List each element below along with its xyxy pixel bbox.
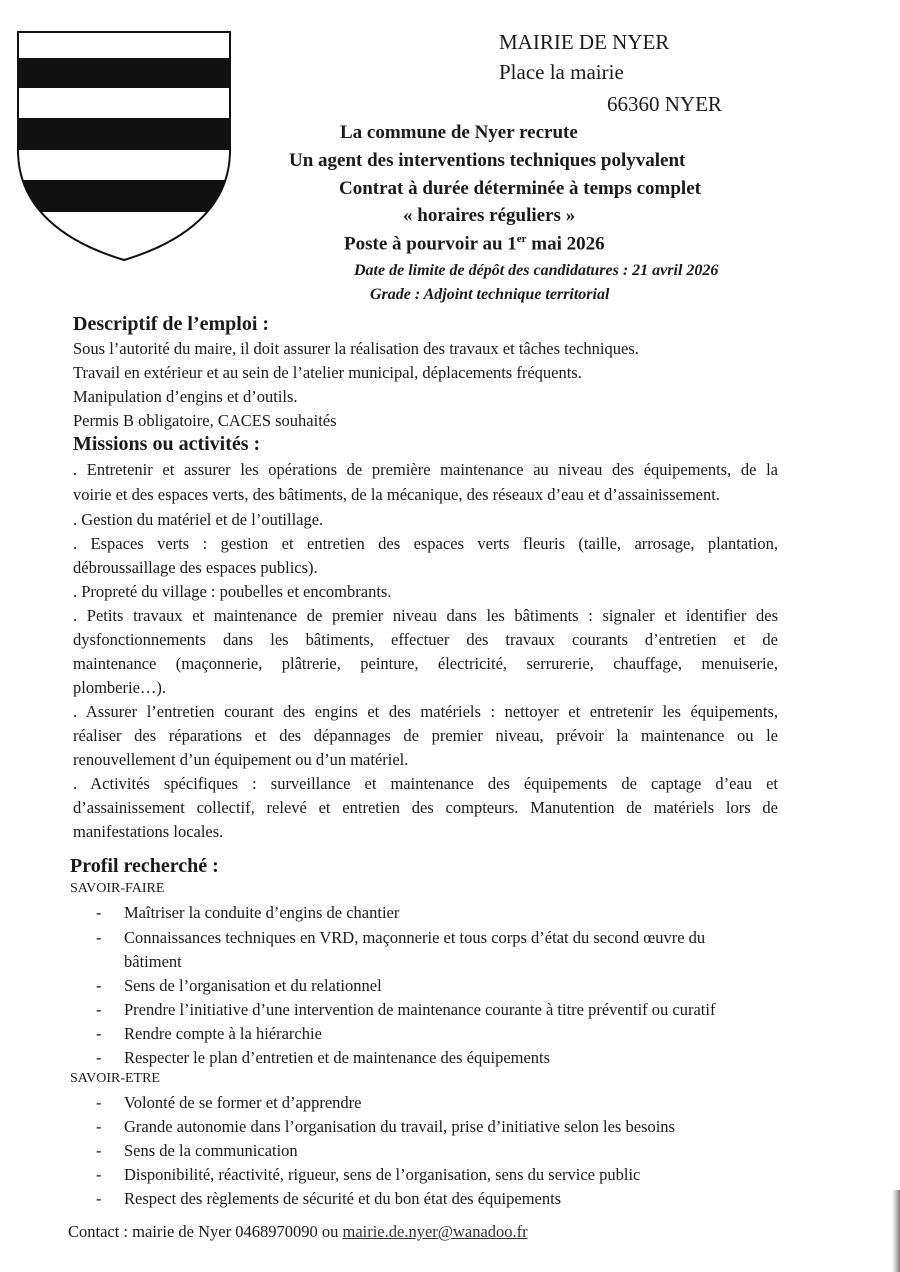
org-name: MAIRIE DE NYER [499,30,670,54]
contract-type: Contrat à durée déterminée à temps complet [339,178,701,199]
mission-line: . Entretenir et assurer les opérations de première maintenance au niveau des équipements, de la [73,460,778,479]
mission-line: . Gestion du matériel et de l’outillage. [73,510,324,529]
announcement-title: La commune de Nyer recrute [340,122,578,143]
schedule-type: « horaires réguliers » [403,205,576,226]
contact-email-link[interactable]: mairie.de.nyer@wanadoo.fr [342,1222,528,1241]
savoir-etre-label: SAVOIR-ETRE [70,1071,160,1086]
shield-stripe [14,58,234,88]
org-postal-city: 66360 NYER [607,92,722,116]
start-date: Poste à pourvoir au 1er mai 2026 [344,233,605,255]
mission-line: dysfonctionnements dans les bâtiments, effectuer des travaux courants d’entretien et de [73,630,778,649]
section-title-profil: Profil recherché : [70,855,219,877]
mission-line: réaliser des réparations et des dépannages de premier niveau, prévoir la maintenance ou le [73,726,778,745]
descriptif-line: Permis B obligatoire, CACES souhaités [73,411,337,430]
scan-edge-shadow [892,1190,900,1272]
mission-line: renouvellement d’un équipement ou d’un matériel. [73,750,409,769]
section-title-missions: Missions ou activités : [73,433,261,455]
mission-line: d’assainissement collectif, relevé et entretien des compteurs. Manutention de matériels lors de [73,798,778,817]
grade: Grade : Adjoint technique territorial [370,286,610,303]
application-deadline: Date de limite de dépôt des candidatures : 21 avril 2026 [354,262,719,279]
mission-line: . Petits travaux et maintenance de premier niveau dans les bâtiments : signaler et identifier des [73,606,778,625]
descriptif-line: Manipulation d’engins et d’outils. [73,387,298,406]
descriptif-line: Travail en extérieur et au sein de l’atelier municipal, déplacements fréquents. [73,363,582,382]
section-title-descriptif: Descriptif de l’emploi : [73,313,270,335]
mission-line: . Activités spécifiques : surveillance et maintenance des équipements de captage d’eau et [73,774,778,793]
job-title: Un agent des interventions techniques polyvalent [289,150,686,171]
descriptif-line: Sous l’autorité du maire, il doit assurer la réalisation des travaux et tâches techniques. [73,339,639,358]
mission-line: . Assurer l’entretien courant des engins et des matériels : nettoyer et entretenir les équipements, [73,702,778,721]
savoir-faire-label: SAVOIR-FAIRE [70,881,165,896]
mission-line: . Propreté du village : poubelles et encombrants. [73,582,392,601]
coat-of-arms-shield [14,30,234,262]
contact-line [68,1222,528,1242]
shield-stripe [14,180,234,212]
mission-line: débroussaillage des espaces publics). [73,558,318,577]
mission-line: voirie et des espaces verts, des bâtiments, de la mécanique, des réseaux d’eau et d’assainissement. [73,485,720,504]
org-street: Place la mairie [499,60,624,84]
list-item-continuation: bâtiment [124,952,182,971]
mission-line: maintenance (maçonnerie, plâtrerie, peinture, électricité, serrurerie, chauffage, menuiserie, [73,654,778,673]
mission-line: manifestations locales. [73,822,224,841]
mission-line: plomberie…). [73,678,167,697]
mission-line: . Espaces verts : gestion et entretien des espaces verts fleuris (taille, arrosage, plantation, [73,534,778,553]
contact-text: Contact : mairie de Nyer 0468970090 ou [68,1222,343,1241]
shield-stripe [14,118,234,150]
